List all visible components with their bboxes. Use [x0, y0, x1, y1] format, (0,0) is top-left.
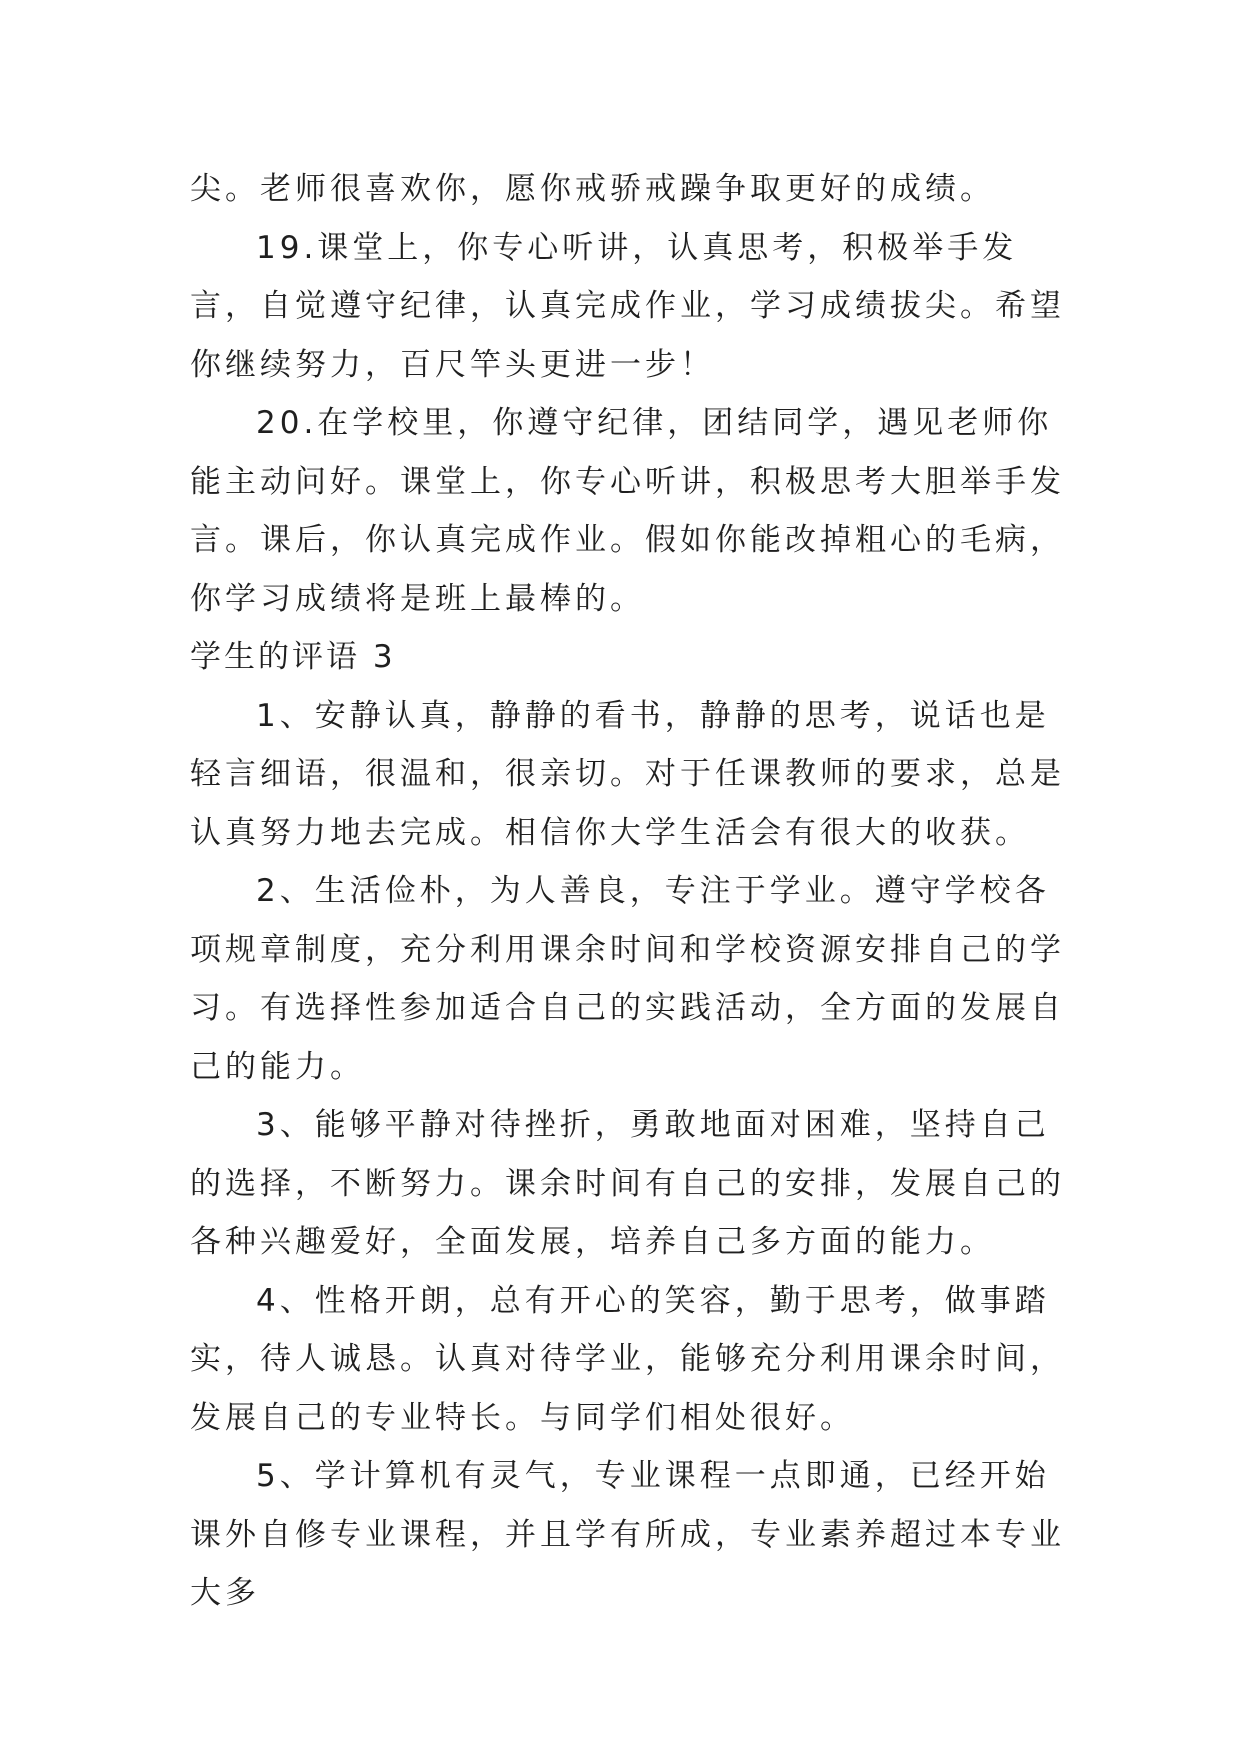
paragraph-item-3: 3、能够平静对待挫折，勇敢地面对困难，坚持自己的选择，不断努力。课余时间有自己的安排，发展自己的各种兴趣爱好，全面发展，培养自己多方面的能力。: [190, 1107, 1065, 1260]
paragraph-item-2: 2、生活俭朴，为人善良，专注于学业。遵守学校各项规章制度，充分利用课余时间和学校资源安排自己的学习。有选择性参加适合自己的实践活动，全方面的发展自己的能力。: [190, 873, 1065, 1085]
paragraph-item-20: 20.在学校里，你遵守纪律，团结同学，遇见老师你能主动问好。课堂上，你专心听讲，积极思考大胆举手发言。课后，你认真完成作业。假如你能改掉粗心的毛病，你学习成绩将是班上最棒的。: [190, 405, 1065, 617]
paragraph-item-4: 4、性格开朗，总有开心的笑容，勤于思考，做事踏实，待人诚恳。认真对待学业，能够充分利用课余时间，发展自己的专业特长。与同学们相处很好。: [190, 1282, 1065, 1436]
paragraph-item-19: 19.课堂上，你专心听讲，认真思考，积极举手发言，自觉遵守纪律，认真完成作业，学习成绩拔尖。希望你继续努力，百尺竿头更进一步！: [190, 229, 1065, 383]
section-heading: 学生的评语 3: [190, 639, 396, 675]
paragraph-continuation: 尖。老师很喜欢你，愿你戒骄戒躁争取更好的成绩。: [190, 171, 995, 207]
document-body: [190, 160, 1070, 1623]
paragraph-item-5: 5、学计算机有灵气，专业课程一点即通，已经开始课外自修专业课程，并且学有所成，专业素养超过本专业大多: [190, 1458, 1065, 1611]
paragraph-item-1: 1、安静认真，静静的看书，静静的思考，说话也是轻言细语，很温和，很亲切。对于任课教师的要求，总是认真努力地去完成。相信你大学生活会有很大的收获。: [190, 697, 1065, 851]
